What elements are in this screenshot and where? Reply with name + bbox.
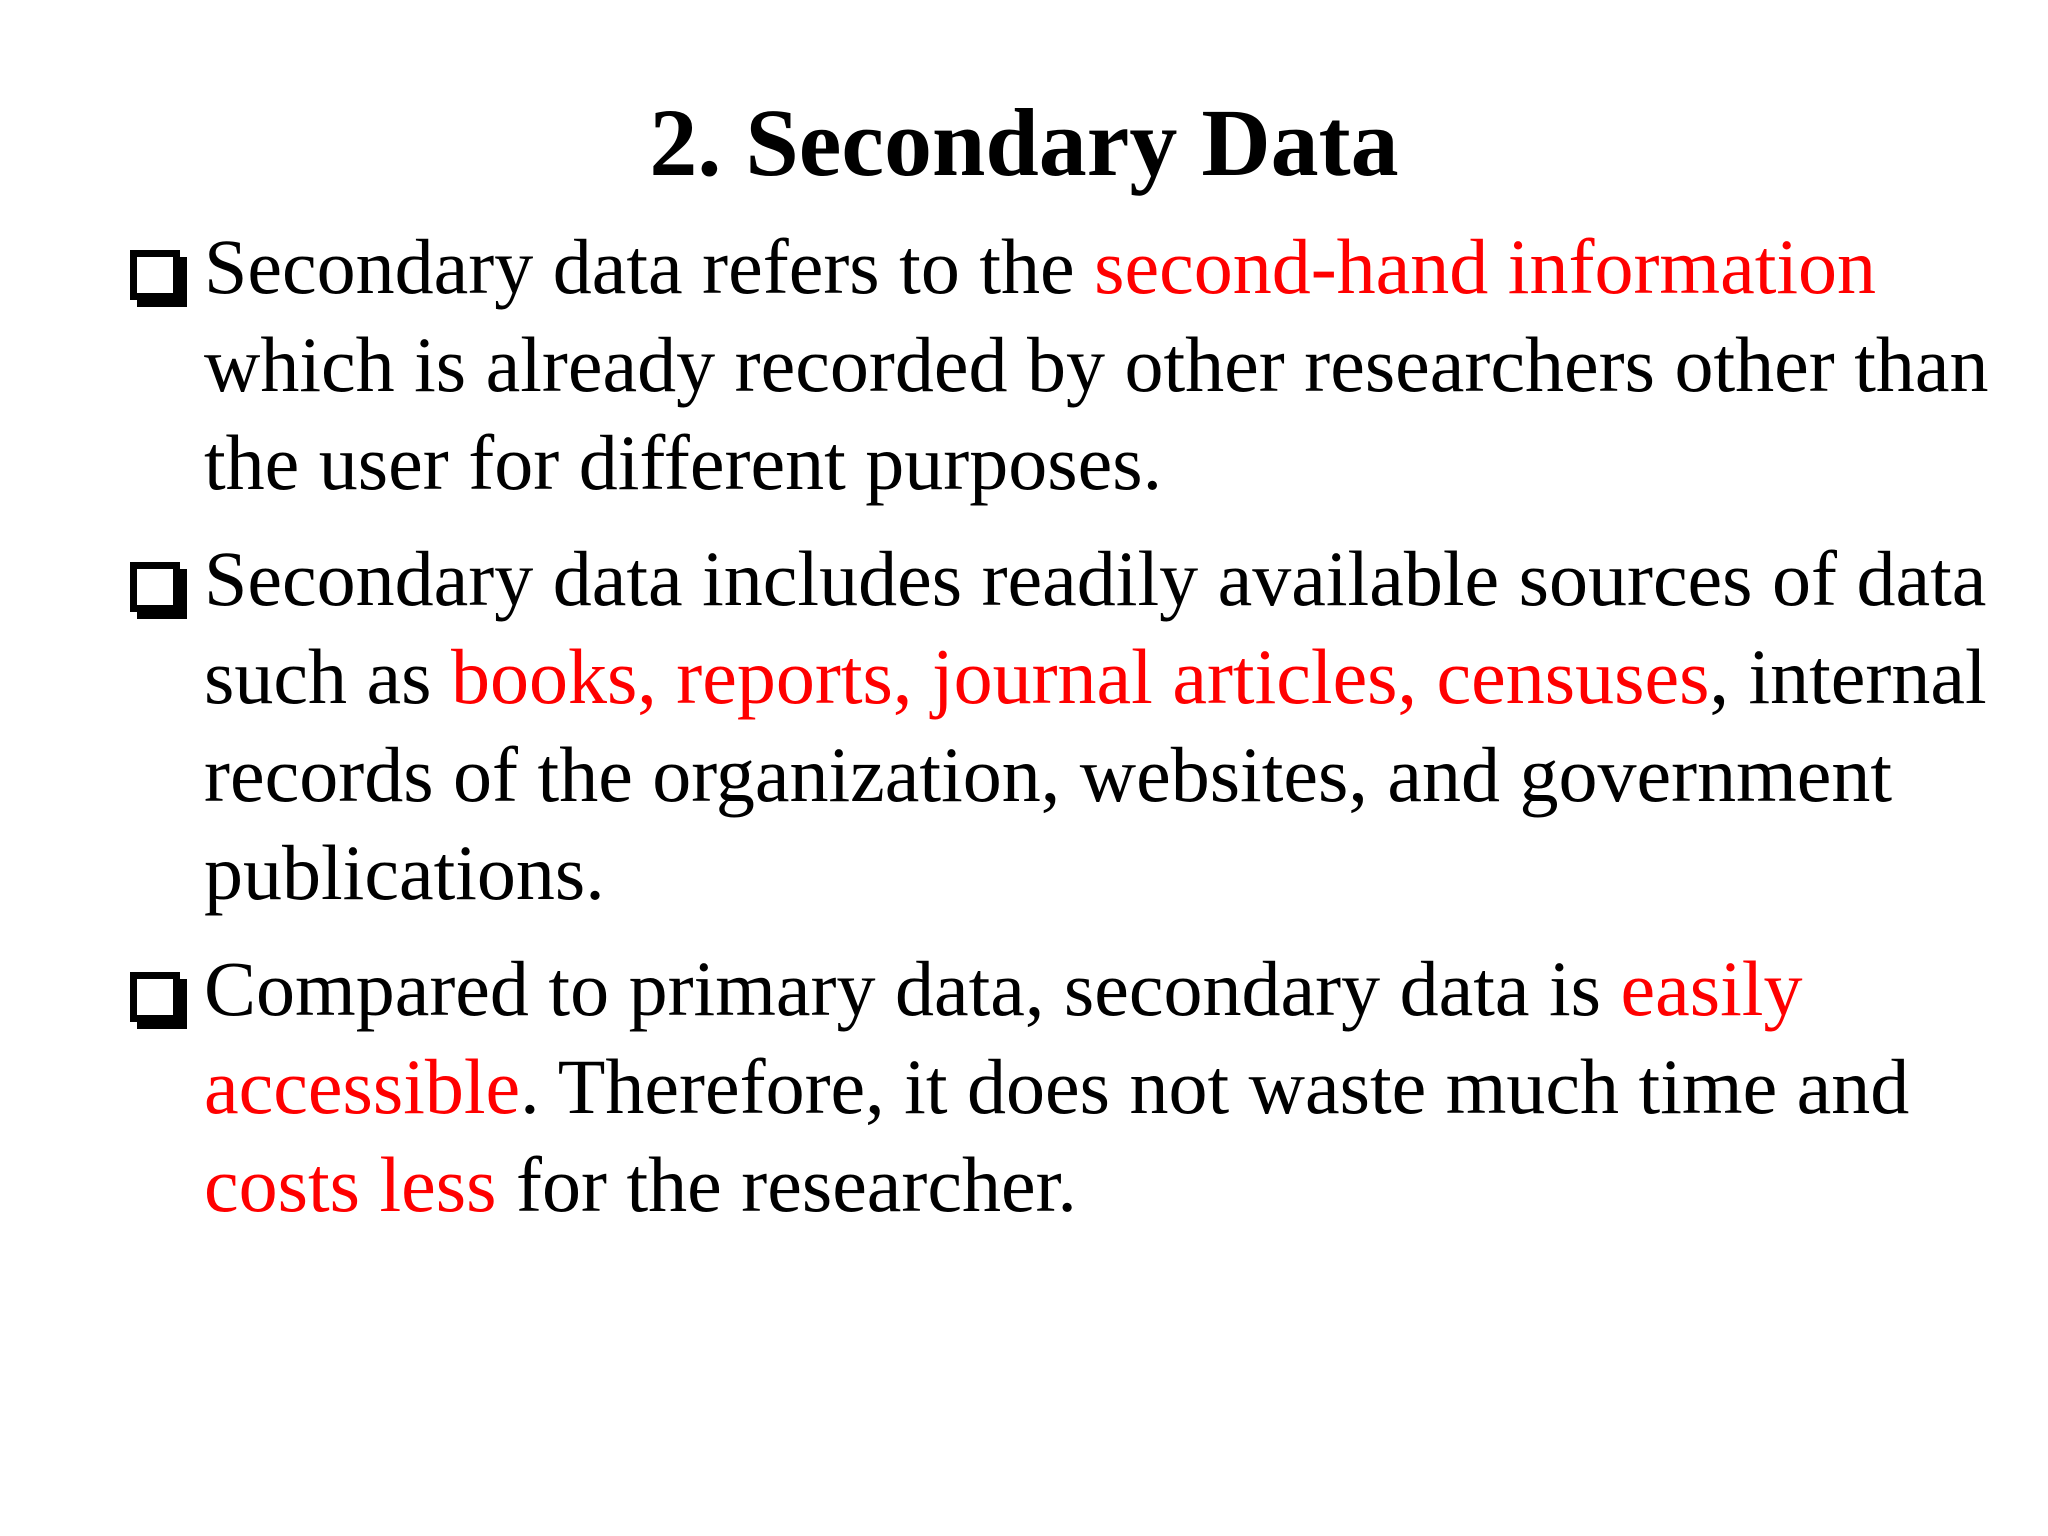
bullet-text-segment: which is already recorded by other researchers other than the user for different purposes. <box>204 321 1989 506</box>
bullet-item <box>130 530 1990 922</box>
bullet-text-segment: . Therefore, it does not waste much time and <box>520 1043 1910 1130</box>
bullet-item <box>130 218 1990 512</box>
bullet-text-segment: , internal records of the organization, websites, and government publications. <box>204 633 1987 916</box>
bullet-text-segment: Secondary data includes readily available sources of data such as <box>204 535 1987 720</box>
highlighted-text: easily accessible <box>204 945 1803 1130</box>
bullet-text-segment: for the researcher. <box>496 1141 1077 1228</box>
highlighted-text: costs less <box>204 1141 497 1228</box>
slide-title: 2. Secondary Data <box>649 89 1399 196</box>
highlighted-text: books, reports, journal articles, censuses <box>450 633 1710 720</box>
bullet-item <box>130 940 1990 1234</box>
bullet-text-segment: Compared to primary data, secondary data is <box>204 945 1621 1032</box>
checkbox-square-icon <box>130 972 180 1022</box>
bullet-text-segment: Secondary data refers to the <box>204 223 1095 310</box>
checkbox-square-icon <box>130 250 180 300</box>
bullet-list <box>130 218 1990 1252</box>
highlighted-text: second-hand information <box>1094 223 1877 310</box>
checkbox-square-icon <box>130 562 180 612</box>
